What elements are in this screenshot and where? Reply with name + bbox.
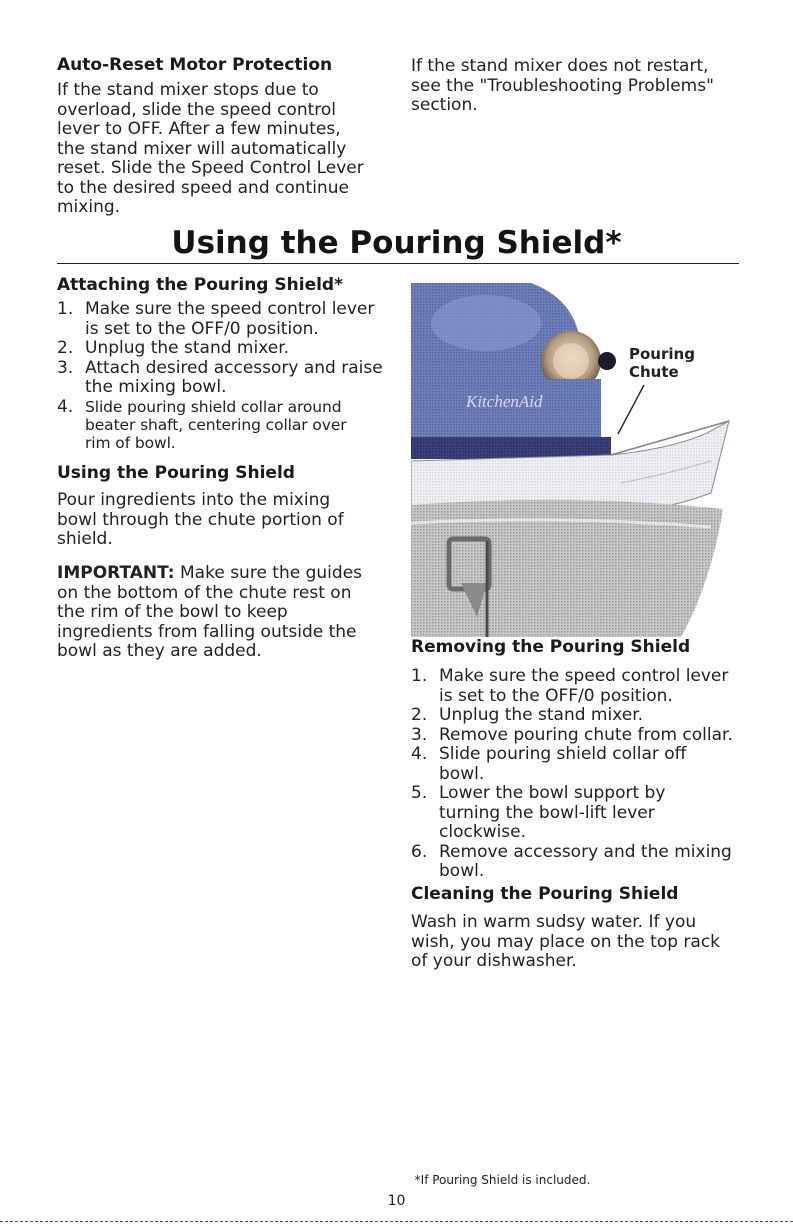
removing-steps (411, 667, 751, 882)
step-line: Unplug the stand mixer. (439, 705, 644, 725)
auto-reset-line: overload, slide the speed control (57, 99, 336, 120)
important-line: the rim of the bowl to keep (57, 602, 288, 622)
auto-reset-line: to the desired speed and continue (57, 177, 349, 198)
brand-text: KitchenAid (466, 392, 543, 411)
attaching-step (57, 398, 397, 452)
step-line: is set to the OFF/0 position. (439, 685, 673, 706)
using-line: shield. (57, 529, 113, 549)
cleaning-paragraph (411, 913, 751, 972)
important-line: bowl as they are added. (57, 641, 262, 661)
attaching-step (57, 300, 397, 339)
pouring-chute-label (629, 345, 695, 381)
important-label: IMPORTANT: (57, 563, 175, 583)
step-number: 6. (411, 841, 428, 862)
step-line: Unplug the stand mixer. (85, 338, 290, 358)
page-edge (0, 1221, 793, 1222)
important-line: ingredients from falling outside the (57, 621, 357, 642)
page-number: 10 (387, 1193, 406, 1209)
step-line: Slide pouring shield collar around (85, 397, 342, 416)
step-line: Make sure the speed control lever (85, 299, 375, 319)
using-paragraph (57, 491, 397, 550)
step-line: turning the bowl-lift lever (439, 802, 655, 823)
label-line: Chute (629, 363, 679, 381)
step-line: Remove pouring chute from collar. (439, 724, 733, 745)
auto-reset-line: mixing. (57, 197, 121, 217)
step-line: Slide pouring shield collar off (439, 744, 687, 764)
using-line: Pour ingredients into the mixing (57, 490, 331, 510)
attaching-step (57, 339, 397, 359)
attaching-heading: Attaching the Pouring Shield* (57, 275, 343, 295)
step-number: 2. (57, 338, 74, 358)
auto-reset-line: lever to OFF. After a few minutes, (57, 119, 341, 139)
attaching-steps (57, 300, 397, 452)
cleaning-heading: Cleaning the Pouring Shield (411, 884, 679, 904)
auto-reset-right-line: section. (411, 95, 478, 115)
auto-reset-line: If the stand mixer stops due to (57, 80, 319, 100)
mixer-photo (411, 283, 743, 637)
step-line: is set to the OFF/0 position. (85, 318, 319, 339)
step-number: 3. (57, 357, 74, 378)
footnote: *If Pouring Shield is included. (414, 1173, 591, 1187)
important-line: Make sure the guides (174, 563, 363, 583)
label-line: Pouring (629, 345, 695, 363)
step-number: 2. (411, 705, 428, 725)
removing-heading: Removing the Pouring Shield (411, 637, 691, 657)
step-number: 4. (411, 744, 428, 764)
step-line: Attach desired accessory and raise (85, 357, 383, 378)
removing-step (411, 843, 751, 882)
step-line: bowl. (439, 763, 485, 784)
using-line: bowl through the chute portion of (57, 509, 344, 530)
step-line: Lower the bowl support by (439, 783, 666, 803)
step-number: 4. (57, 396, 74, 417)
mixer-illustration (411, 283, 743, 637)
auto-reset-line: reset. Slide the Speed Control Lever (57, 158, 364, 178)
step-number: 3. (411, 724, 428, 745)
cleaning-line: of your dishwasher. (411, 951, 577, 971)
step-line: Make sure the speed control lever (439, 666, 729, 686)
step-line: bowl. (439, 861, 485, 881)
removing-step (411, 784, 751, 843)
auto-reset-line: the stand mixer will automatically (57, 138, 347, 159)
removing-step (411, 667, 751, 706)
using-heading: Using the Pouring Shield (57, 463, 295, 483)
removing-step (411, 726, 751, 746)
step-number: 1. (57, 299, 74, 319)
title-rule (57, 263, 739, 264)
step-line: clockwise. (439, 822, 527, 842)
removing-step (411, 706, 751, 726)
important-paragraph (57, 564, 397, 662)
auto-reset-heading: Auto-Reset Motor Protection (57, 55, 333, 75)
auto-reset-right-paragraph (411, 57, 751, 116)
step-number: 5. (411, 783, 428, 803)
step-number: 1. (411, 666, 428, 686)
cleaning-line: Wash in warm sudsy water. If you (411, 912, 697, 932)
page-title: Using the Pouring Shield* (171, 225, 622, 261)
step-line: beater shaft, centering collar over (85, 415, 347, 434)
important-line: on the bottom of the chute rest on (57, 582, 352, 603)
step-line: the mixing bowl. (85, 377, 227, 397)
cleaning-line: wish, you may place on the top rack (411, 931, 721, 952)
auto-reset-right-line: If the stand mixer does not restart, (411, 56, 709, 76)
auto-reset-right-line: see the "Troubleshooting Problems" (411, 75, 714, 96)
attaching-step (57, 359, 397, 398)
removing-step (411, 745, 751, 784)
auto-reset-paragraph (57, 81, 397, 218)
step-line: rim of bowl. (85, 433, 176, 452)
step-line: Remove accessory and the mixing (439, 841, 732, 862)
